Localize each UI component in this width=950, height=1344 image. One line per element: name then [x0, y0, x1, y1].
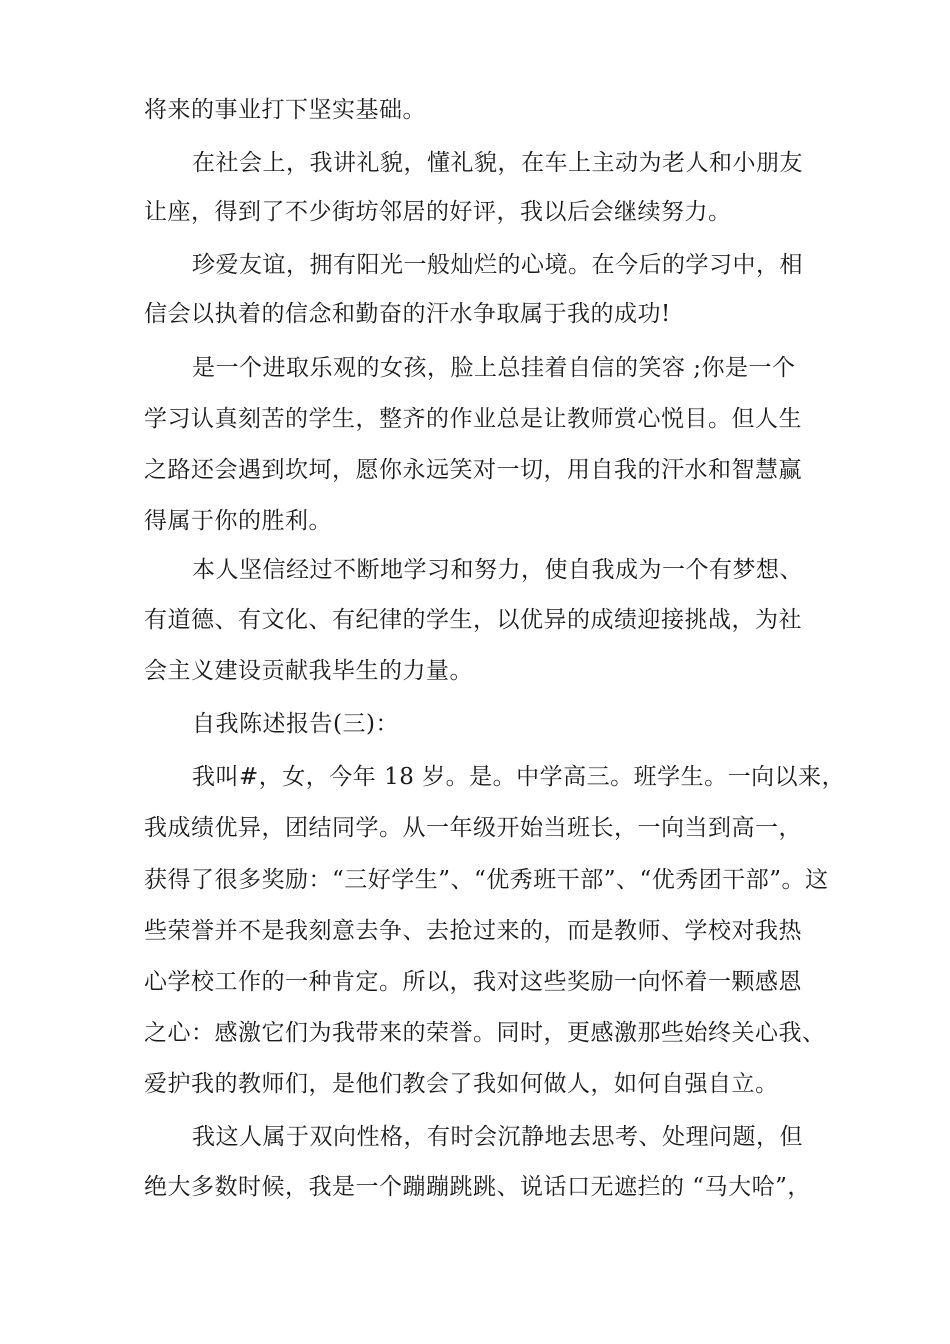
text-line: 我这人属于双向性格，有时会沉静地去思考、处理问题，但 [192, 1124, 803, 1150]
text-line: 之路还会遇到坎坷，愿你永远笑对一切，用自我的汗水和智慧赢 [144, 457, 802, 483]
text-line: 绝大多数时候，我是一个蹦蹦跳跳、说话口无遮拦的 “马大哈”， [144, 1174, 811, 1200]
section-heading: 自我陈述报告(三)： [192, 711, 399, 737]
text-line: 之心：感激它们为我带来的荣誉。同时，更感激那些始终关心我、 [144, 1020, 826, 1046]
text-line: 是一个进取乐观的女孩，脸上总挂着自信的笑容 ;你是一个 [192, 355, 796, 381]
text-line: 将来的事业打下坚实基础。 [144, 97, 426, 123]
text-line: 让座，得到了不少街坊邻居的好评，我以后会继续努力。 [144, 199, 732, 225]
text-line: 珍爱友谊，拥有阳光一般灿烂的心境。在今后的学习中，相 [192, 252, 803, 278]
text-line: 获得了很多奖励：“三好学生”、“优秀班干部”、“优秀团干部”。这 [144, 867, 829, 893]
text-line: 在社会上，我讲礼貌，懂礼貌，在车上主动为老人和小朋友 [192, 150, 803, 176]
text-line: 我成绩优异，团结同学。从一年级开始当班长，一向当到高一， [144, 815, 802, 841]
text-line: 学习认真刻苦的学生，整齐的作业总是让教师赏心悦目。但人生 [144, 406, 802, 432]
text-line: 本人坚信经过不断地学习和努力，使自我成为一个有梦想、 [192, 557, 803, 583]
text-line: 些荣誉并不是我刻意去争、去抢过来的，而是教师、学校对我热 [144, 918, 802, 944]
text-line: 会主义建设贡献我毕生的力量。 [144, 658, 473, 684]
text-line: 得属于你的胜利。 [144, 508, 332, 534]
text-line: 爱护我的教师们，是他们教会了我如何做人，如何自强自立。 [144, 1071, 779, 1097]
text-line: 我叫#，女，今年 18 岁。是。中学高三。班学生。一向以来， [192, 764, 846, 790]
text-line: 信会以执着的信念和勤奋的汗水争取属于我的成功! [144, 301, 671, 327]
text-line: 有道德、有文化、有纪律的学生，以优异的成绩迎接挑战，为社 [144, 607, 802, 633]
text-line: 心学校工作的一种肯定。所以，我对这些奖励一向怀着一颗感恩 [144, 969, 802, 995]
